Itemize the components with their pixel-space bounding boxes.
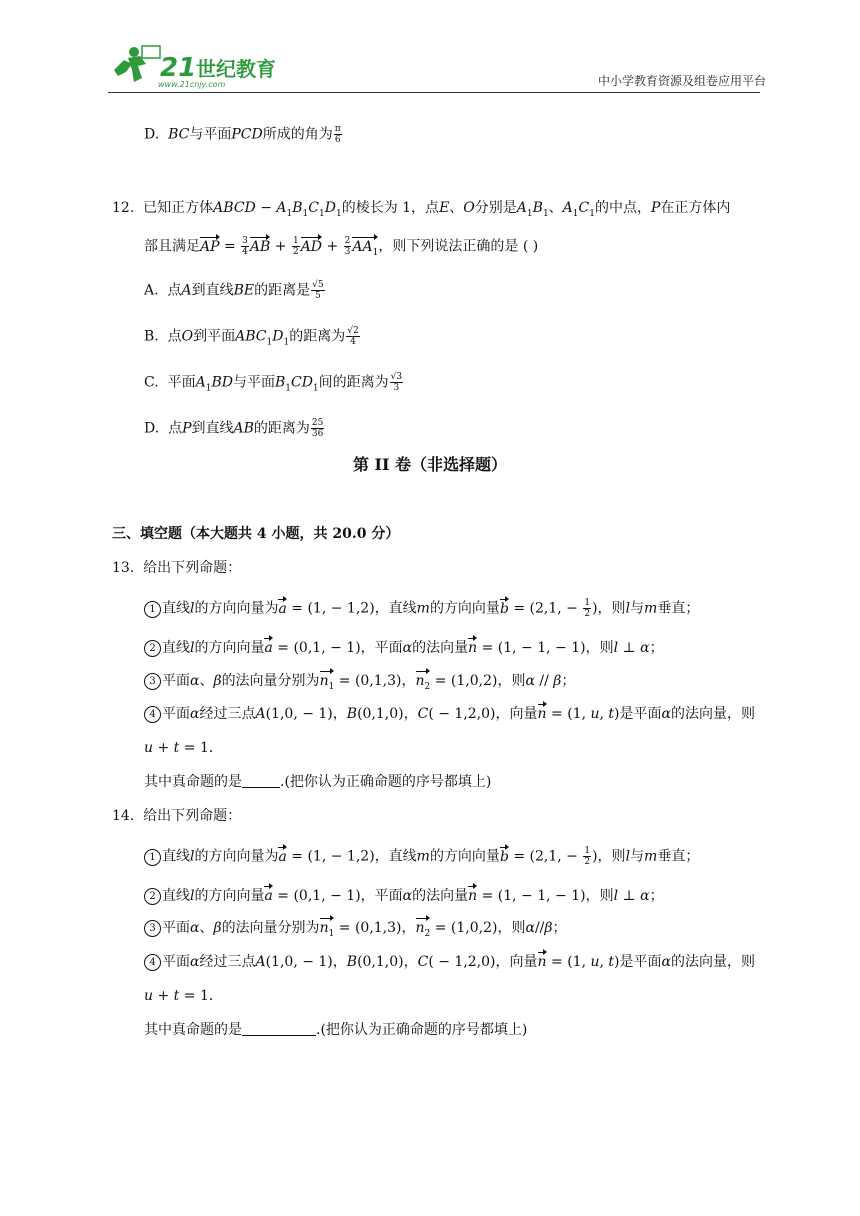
q12-option-d: D. 点P到直线AB的距离为 $\frac{25}{36}$	[144, 418, 324, 439]
svg-text:www.21cnjy.com: www.21cnjy.com	[158, 80, 226, 89]
q14-item-4: 4 平面α经过三点A(1,0, − 1)，B(0,1,0)，C( − 1,2,0)，向量n = (1, u, t)是平面α的法向量，则	[144, 952, 755, 972]
q13-item-4-cont: u + t = 1．	[144, 740, 223, 756]
q14-stem: 14. 给出下列命题：	[112, 808, 242, 824]
q12-option-c: C. 平面$A_1BD$与平面$B_1CD_1$间的距离为 $\frac{√3}{3}$	[144, 372, 403, 394]
q14-item-4-cont: u + t = 1．	[144, 988, 223, 1004]
section-subtitle: 三、填空题（本大题共 4 小题，共 20.0 分）	[112, 526, 400, 542]
page-header	[108, 40, 766, 93]
q12-stem-line1: 12. 已知正方体ABCD − $A_1B_1C_1D_1$的棱长为 1，点E、O分别是$A_1B_1$、$A_1C_1$的中点，P在正方体内	[112, 200, 731, 219]
svg-text:21: 21	[160, 53, 197, 83]
section-title: 第 II 卷（非选择题）	[352, 455, 508, 474]
21cnjy-logo-icon	[110, 42, 285, 90]
q13-item-1: 1 直线l的方向向量为a = (1, − 1,2)，直线m的方向向量b = (2,1, − $\frac{1}{2}$ )，则l与m垂直；	[144, 598, 699, 619]
header-platform-text: 中小学教育资源及组卷应用平台	[597, 74, 766, 88]
svg-text:世纪教育: 世纪教育	[196, 57, 276, 81]
q14-closing: 其中真命题的是 .(把你认为正确命题的序号都填上)	[144, 1022, 528, 1038]
q13-item-2: 2 直线l的方向向量a = (0,1, − 1)，平面α的法向量n = (1, − 1, − 1)，则l ⊥ α；	[144, 638, 664, 658]
q13-answer-blank[interactable]	[242, 773, 280, 788]
q14-item-3: 3 平面α、β的法向量分别为$n_1 = (0,1,3)$，$n_2 = (1,0,2)$，则α//β；	[144, 918, 566, 944]
q12-option-a: A. 点A到直线BE的距离是 $\frac{√5}{5}$	[144, 280, 324, 301]
q11-option-d: D. BC与平面PCD所成的角为 $\frac{\pi}{6}$	[144, 124, 341, 145]
q13-stem: 13. 给出下列命题：	[112, 560, 242, 576]
q13-closing: 其中真命题的是 .(把你认为正确命题的序号都填上)	[144, 774, 492, 790]
q13-item-4: 4 平面α经过三点A(1,0, − 1)，B(0,1,0)，C( − 1,2,0)，向量n = (1, u, t)是平面α的法向量，则	[144, 704, 755, 724]
q12-stem-line2: 部且满足AP = $\frac{3}{4}$ AB + $\frac{1}{2}$ AD + $\frac{2}{3}$ $AA_1$，则下列说法正确的是 ( )	[144, 236, 538, 262]
q14-item-2: 2 直线l的方向向量a = (0,1, − 1)，平面α的法向量n = (1, − 1, − 1)，则l ⊥ α；	[144, 886, 664, 906]
q12-option-b: B. 点O到平面$ABC_1D_1$的距离为 $\frac{√2}{4}$	[144, 326, 359, 348]
q13-item-3: 3 平面α、β的法向量分别为$n_1 = (0,1,3)$，$n_2 = (1,0,2)$，则α // β；	[144, 671, 575, 697]
q14-answer-blank[interactable]	[242, 1021, 316, 1036]
q14-item-1: 1 直线l的方向向量为a = (1, − 1,2)，直线m的方向向量b = (2,1, − $\frac{1}{2}$ )，则l与m垂直；	[144, 846, 699, 867]
